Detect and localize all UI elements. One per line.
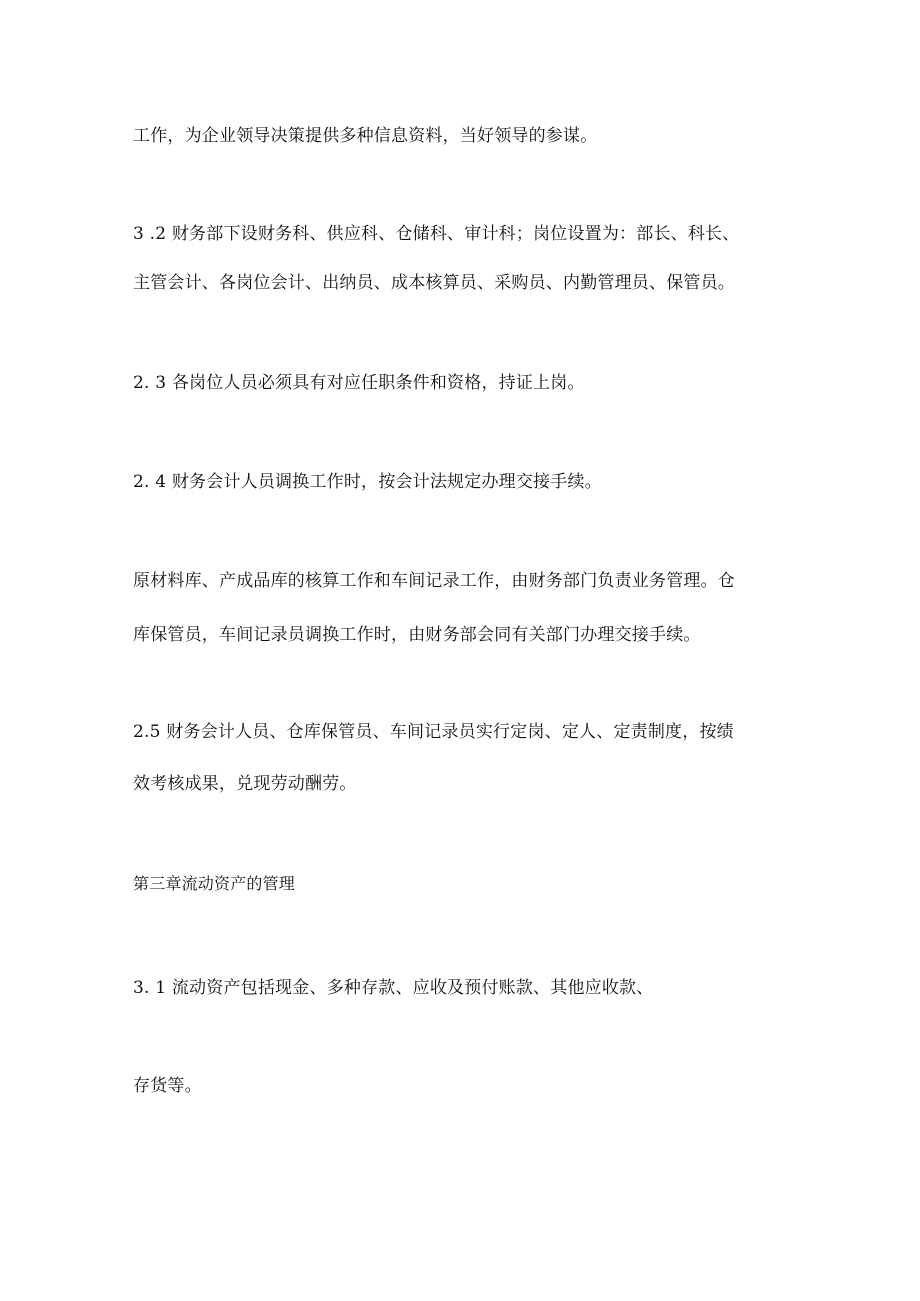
paragraph-line: 2. 4 财务会计人员调换工作时，按会计法规定办理交接手续。 (133, 472, 602, 492)
chapter-heading: 第三章流动资产的管理 (133, 874, 296, 893)
paragraph-line: 效考核成果，兑现劳动酬劳。 (133, 774, 357, 794)
paragraph-line: 库保管员，车间记录员调换工作时，由财务部会同有关部门办理交接手续。 (133, 625, 701, 645)
paragraph-line: 存货等。 (133, 1076, 202, 1096)
paragraph-line: 工作，为企业领导决策提供多种信息资料，当好领导的参谋。 (133, 126, 598, 146)
paragraph-line: 2.5 财务会计人员、仓库保管员、车间记录员实行定岗、定人、定责制度，按绩 (133, 722, 734, 742)
paragraph-line: 原材料库、产成品库的核算工作和车间记录工作，由财务部门负责业务管理。仓 (133, 571, 735, 591)
paragraph-line: 3. 1 流动资产包括现金、多种存款、应收及预付账款、其他应收款、 (133, 978, 654, 998)
paragraph-line: 2. 3 各岗位人员必须具有对应任职条件和资格，持证上岗。 (133, 373, 585, 393)
paragraph-line: 3 .2 财务部下设财务科、供应科、仓储科、审计科；岗位设置为：部长、科长、 (133, 224, 740, 244)
paragraph-line: 主管会计、各岗位会计、出纳员、成本核算员、采购员、内勤管理员、保管员。 (133, 273, 735, 293)
